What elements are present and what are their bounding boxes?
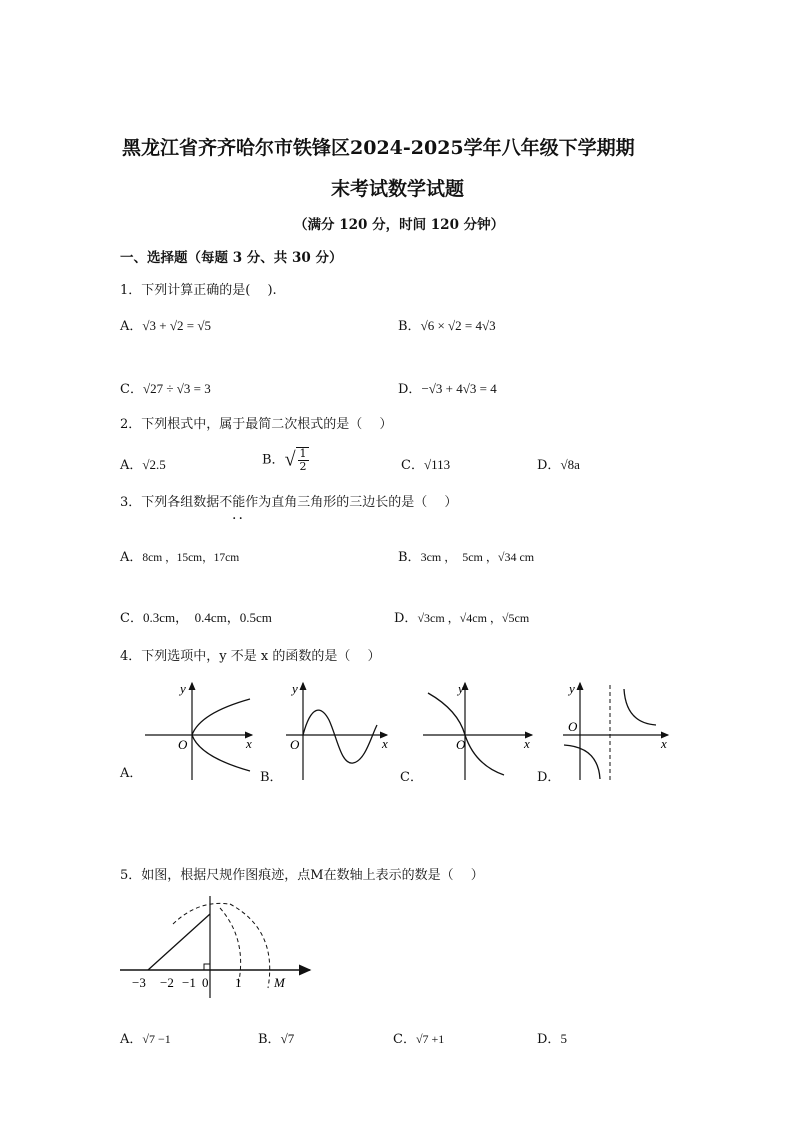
fraction [296,447,309,473]
option-expression: √8a [560,457,580,472]
question-5-option-b [258,1028,294,1047]
option-expression: √27 ÷ √3 = 3 [142,381,211,396]
emphasis-dots: ·· [232,511,245,527]
option-label: C． [120,382,143,397]
option-label: C． [120,611,143,626]
option-label: A． [120,458,143,473]
graph-b [283,675,393,785]
question-2-option-d [537,454,580,473]
tick-label: −1 [182,975,196,990]
option-expression: √2.5 [142,457,166,472]
option-label: A． [120,550,143,565]
numerator: 1 [299,447,307,460]
option-label: C． [401,458,424,473]
option-expression: √6 × √2 = 4√3 [420,318,496,333]
number-line-figure [118,890,318,1000]
tick-label: −3 [132,975,146,990]
graph-c [420,675,540,785]
curve-right [624,689,656,725]
paper-title-line2: 末考试数学试题 [331,178,465,200]
y-label: y [458,681,464,696]
option-text: 3cm ， 5cm ，√34 cm [420,550,535,564]
option-expression: −√3 + 4√3 = 4 [421,381,497,396]
paper-title-line1: 黑龙江省齐齐哈尔市铁锋区2024-2025学年八年级下学期期 [122,137,635,159]
question-1-option-b [398,315,496,334]
question-5-option-d [537,1028,567,1047]
y-label: y [180,681,186,696]
question-2-option-a [120,454,166,473]
question-4-option-c-label: C． [400,770,423,785]
option-expression: √3 + √2 = √5 [142,318,211,333]
option-text: 8cm ，15cm，17cm [142,552,240,564]
graph-d [560,675,672,785]
question-1-option-c [120,378,211,397]
x-label: x [524,736,530,751]
graph-a [140,675,260,785]
y-label: y [292,681,298,696]
tick-labels [132,975,286,990]
question-3-option-a [120,546,239,565]
origin-label: O [290,737,300,752]
option-label: D． [398,382,422,397]
question-5-stem: 5．如图，根据尺规作图痕迹，点M在数轴上表示的数是（ ） [120,868,484,883]
option-expression: √7 −1 [142,1032,171,1046]
x-label: x [661,736,667,751]
origin-label: O [568,719,578,734]
tick-label: −2 [160,975,174,990]
question-2-option-c [401,454,450,473]
denominator: 2 [299,460,307,473]
option-expression: √7 [280,1031,295,1046]
option-label: D． [537,1032,561,1047]
option-label: D． [537,458,561,473]
option-label: A． [120,1032,143,1047]
option-label: C． [393,1032,416,1047]
option-label: D． [394,611,418,626]
question-1-stem: 1．下列计算正确的是( ). [120,283,277,298]
question-1-option-d [398,378,497,397]
question-4-option-d-label: D． [537,770,561,785]
right-angle-mark [204,964,210,970]
curve [428,693,504,775]
question-4-option-a-label: A． [120,766,143,781]
question-1-option-a [120,315,211,334]
tick-label: 0 [202,975,209,990]
option-label: B． [262,452,285,468]
option-label: B． [398,550,421,565]
x-label: x [382,736,388,751]
origin-label: O [178,737,188,752]
curve [303,710,377,763]
point-m-label: M [274,975,285,990]
question-5-option-c [393,1028,444,1047]
question-4-stem: 4．下列选项中，y 不是 x 的函数的是（ ） [120,649,381,664]
origin-label: O [456,737,466,752]
option-text: 0.3cm， 0.4cm，0.5cm [142,610,272,625]
option-expression: √7 +1 [415,1032,445,1046]
question-2-option-b [262,447,309,473]
option-expression: 5 [560,1031,567,1046]
option-label: B． [398,319,421,334]
option-expression: √113 [423,457,451,472]
section-heading: 一、选择题（每题 3 分、共 30 分） [120,250,343,266]
option-label: A． [120,319,143,334]
question-3-option-d [394,607,529,626]
x-label: x [246,736,252,751]
curve-left [564,745,600,779]
y-label: y [569,681,575,696]
tick-label: 1 [235,975,242,990]
question-3-option-b [398,546,534,565]
question-4-option-b-label: B． [260,770,283,785]
option-label: B． [258,1032,281,1047]
arc-top [173,903,228,924]
paper-info: （满分 120 分，时间 120 分钟） [294,217,505,233]
question-3-stem: 3．下列各组数据不能作为直角三角形的三边长的是（ ） [120,495,458,510]
question-2-stem: 2．下列根式中，属于最简二次根式的是（ ） [120,417,393,432]
option-text: √3cm ，√4cm ，√5cm [417,611,530,625]
hypotenuse [148,914,210,970]
question-3-option-c [120,607,272,626]
sqrt-sign: √ [284,448,296,471]
question-5-option-a [120,1028,171,1047]
